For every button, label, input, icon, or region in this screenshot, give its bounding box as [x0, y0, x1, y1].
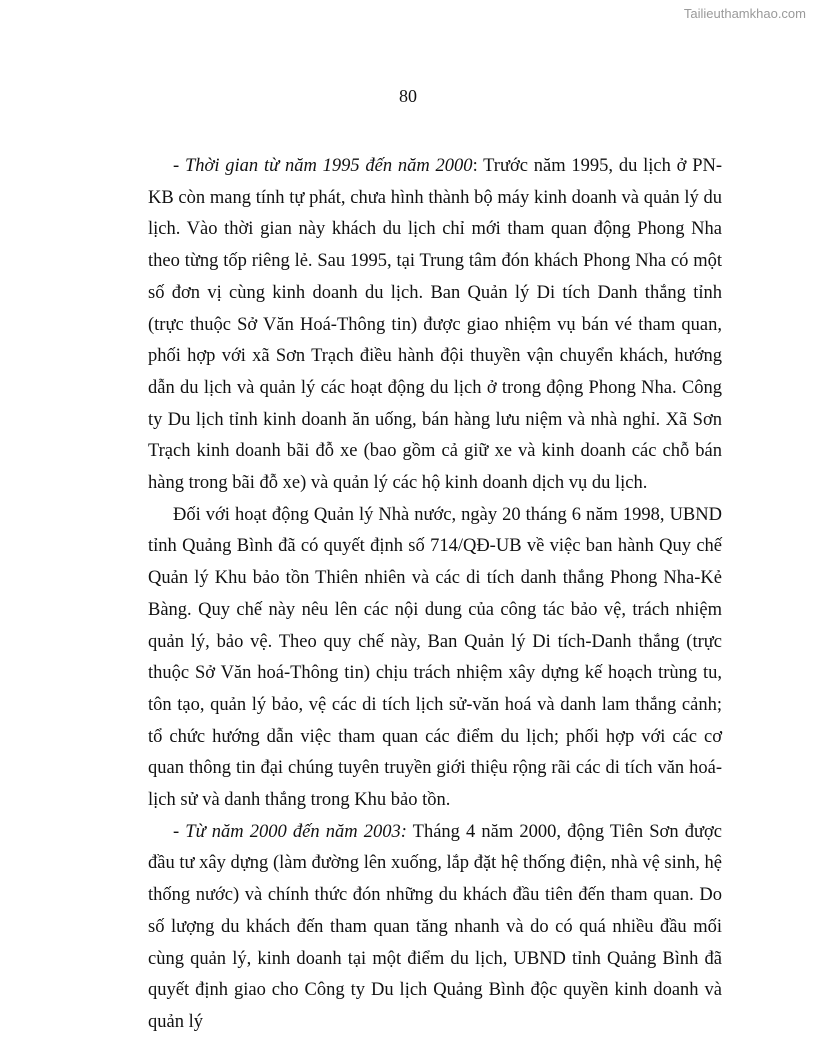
paragraph-3 — [148, 817, 722, 1039]
paragraph-1 — [148, 151, 722, 500]
paragraph-2-text: Đối với hoạt động Quản lý Nhà nước, ngày 20 tháng 6 năm 1998, UBND tỉnh Quảng Bình đã có quyết định số 714/QĐ-UB về việc ban hành Quy chế Quản lý Khu bảo tồn Thiên nhiên và các di tích danh thắng Phong Nha-Kẻ Bàng. Quy chế này nêu lên các nội dung của công tác bảo vệ, trách nhiệm quản lý, bảo vệ. Theo quy chế này, Ban Quản lý Di tích-Danh thắng (trực thuộc Sở Văn hoá-Thông tin) chịu trách nhiệm xây dựng kế hoạch trùng tu, tôn tạo, quản lý bảo, vệ các di tích lịch sử-văn hoá và danh lam thắng cảnh; tổ chức hướng dẫn việc tham quan các điểm du lịch; phối hợp với các cơ quan thông tin đại chúng tuyên truyền giới thiệu rộng rãi các di tích văn hoá-lịch sử và danh thắng trong Khu bảo tồn. — [148, 504, 722, 811]
paragraph-1-lead: - Thời gian từ năm 1995 đến năm 2000 — [173, 156, 473, 176]
paragraph-2 — [148, 500, 722, 817]
document-body — [148, 151, 722, 1039]
paragraph-3-text: Tháng 4 năm 2000, động Tiên Sơn được đầu tư xây dựng (làm đường lên xuống, lắp đặt hệ thống điện, nhà vệ sinh, hệ thống nước) và chính thức đón những du khách đầu tiên đến tham quan. Do số lượng du khách đến tham quan tăng nhanh và do có quá nhiều đầu mối cùng quản lý, kinh doanh tại một điểm du lịch, UBND tỉnh Quảng Bình đã quyết định giao cho Công ty Du lịch Quảng Bình độc quyền kinh doanh và quản lý — [148, 821, 722, 1032]
paragraph-3-lead: - Từ năm 2000 đến năm 2003: — [173, 821, 407, 842]
page-number: 80 — [399, 86, 417, 106]
paragraph-1-text: : Trước năm 1995, du lịch ở PN-KB còn mang tính tự phát, chưa hình thành bộ máy kinh doanh và quản lý du lịch. Vào thời gian này khách du lịch chỉ mới tham quan động Phong Nha theo từng tốp riêng lẻ. Sau 1995, tại Trung tâm đón khách Phong Nha có một số đơn vị cùng kinh doanh du lịch. Ban Quản lý Di tích Danh thắng tỉnh (trực thuộc Sở Văn Hoá-Thông tin) được giao nhiệm vụ bán vé tham quan, phối hợp với xã Sơn Trạch điều hành đội thuyền vận chuyển khách, hướng dẫn du lịch và quản lý các hoạt động du lịch ở trong động Phong Nha. Công ty Du lịch tỉnh kinh doanh ăn uống, bán hàng lưu niệm và nhà nghỉ. Xã Sơn Trạch kinh doanh bãi đỗ xe (bao gồm cả giữ xe và kinh doanh các chỗ bán hàng trong bãi đỗ xe) và quản lý các hộ kinh doanh dịch vụ du lịch. — [148, 156, 723, 494]
watermark: Tailieuthamkhao.com — [683, 6, 806, 21]
